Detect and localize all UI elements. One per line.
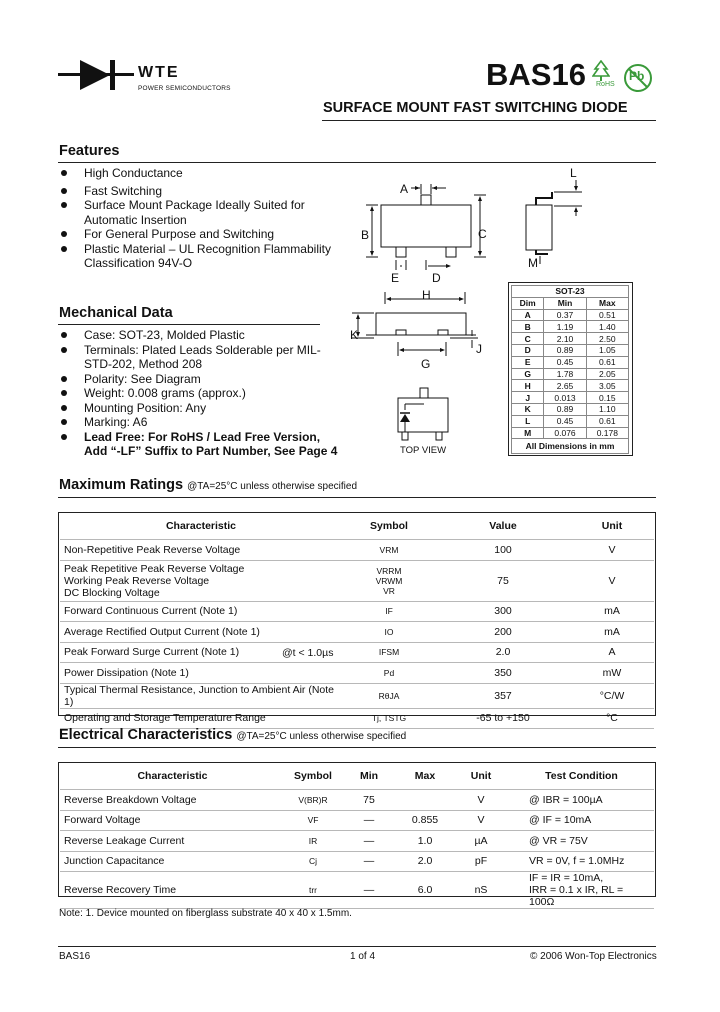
table-row [512, 356, 629, 368]
electrical-header-cell: Test Condition [509, 763, 654, 790]
table-row [60, 642, 654, 663]
mechanical-list [59, 328, 344, 459]
table-row [512, 344, 629, 356]
top-view-label: TOP VIEW [400, 445, 447, 456]
dimensions-cell: D [512, 344, 544, 356]
electrical-max: 6.0 [397, 872, 453, 909]
list-item: Polarity: See Diagram [59, 372, 344, 387]
electrical-table [60, 763, 654, 909]
dimensions-cell: 1.10 [586, 403, 628, 415]
table-row [60, 663, 654, 684]
characteristic-text: Power Dissipation (Note 1) [64, 666, 189, 679]
electrical-unit: nS [453, 872, 509, 909]
dimensions-cell: 0.15 [586, 392, 628, 404]
list-item: Surface Mount Package Ideally Suited for Automatic Insertion [59, 198, 344, 227]
dimensions-cell: 2.65 [544, 380, 586, 392]
table-row [512, 333, 629, 345]
characteristic-text: Peak Forward Surge Current (Note 1) [64, 646, 240, 659]
electrical-symbol: IR [285, 831, 341, 852]
max-ratings-table [60, 513, 654, 729]
table-row [60, 872, 654, 909]
max-ratings-characteristic [60, 683, 342, 708]
max-ratings-value: 300 [436, 601, 570, 622]
max-ratings-value: 100 [436, 540, 570, 561]
max-ratings-value: 75 [436, 560, 570, 601]
dimensions-header-cell: Dim [512, 297, 544, 309]
brand-name: WTE [138, 64, 180, 81]
max-ratings-header-cell: Value [436, 513, 570, 540]
max-ratings-value: 357 [436, 683, 570, 708]
electrical-unit: µA [453, 831, 509, 852]
electrical-min: 75 [341, 790, 397, 811]
max-ratings-symbol: IO [342, 622, 436, 643]
electrical-test-condition: @ VR = 75V [509, 831, 654, 852]
dimensions-cell: 0.178 [586, 427, 628, 439]
mechanical-title: Mechanical Data [59, 305, 173, 321]
list-item: For General Purpose and Switching [59, 227, 344, 242]
electrical-header-cell: Symbol [285, 763, 341, 790]
max-ratings-value: 2.0 [436, 642, 570, 663]
list-item: Weight: 0.008 grams (approx.) [59, 386, 344, 401]
table-row [60, 790, 654, 811]
footer-copyright: © 2006 Won-Top Electronics [530, 951, 657, 962]
electrical-test-condition: VR = 0V, f = 1.0MHz [509, 851, 654, 872]
dimensions-header-cell: Max [586, 297, 628, 309]
electrical-symbol: Cj [285, 851, 341, 872]
dimensions-cell: 0.61 [586, 356, 628, 368]
dimensions-cell: K [512, 403, 544, 415]
part-number: BAS16 [486, 57, 586, 92]
electrical-test-condition: @ IBR = 100µA [509, 790, 654, 811]
electrical-characteristic: Reverse Recovery Time [60, 872, 285, 909]
table-row [512, 368, 629, 380]
dimensions-cell: 0.013 [544, 392, 586, 404]
characteristic-text: Typical Thermal Resistance, Junction to Ambient Air (Note 1) [64, 683, 335, 708]
dimensions-cell: 0.61 [586, 415, 628, 427]
dimensions-table-footer: All Dimensions in mm [512, 439, 629, 454]
lead-free-line-2: Add “-LF” Suffix to Part Number, See Page 4 [84, 444, 338, 458]
table-row [512, 403, 629, 415]
table-row [60, 810, 654, 831]
dimensions-cell: 2.10 [544, 333, 586, 345]
dimensions-cell: 0.45 [544, 415, 586, 427]
electrical-max [397, 790, 453, 811]
dimensions-cell: J [512, 392, 544, 404]
dimensions-cell: 0.076 [544, 427, 586, 439]
dim-label-d: D [432, 271, 441, 285]
characteristic-text: Average Rectified Output Current (Note 1) [64, 625, 260, 638]
table-row [60, 622, 654, 643]
dimensions-cell: 0.37 [544, 309, 586, 321]
dimensions-cell: 2.50 [586, 333, 628, 345]
table-row [512, 415, 629, 427]
max-ratings-unit: mA [570, 601, 654, 622]
dimensions-cell: 0.45 [544, 356, 586, 368]
electrical-test-condition: @ IF = 10mA [509, 810, 654, 831]
header-rule [322, 120, 656, 121]
table-row [60, 831, 654, 852]
dim-label-l: L [570, 166, 577, 180]
package-front-view-diagram [356, 170, 496, 285]
wte-logo-diode-icon [58, 56, 134, 94]
lead-free-line-1: Lead Free: For RoHS / Lead Free Version, [84, 429, 321, 444]
rohs-label: RoHS [596, 81, 615, 88]
dimensions-header-cell: Min [544, 297, 586, 309]
max-ratings-unit: A [570, 642, 654, 663]
table-row [60, 708, 654, 729]
max-ratings-unit: mW [570, 663, 654, 684]
max-ratings-rule [58, 497, 656, 498]
dimensions-cell: M [512, 427, 544, 439]
footer-page-number: 1 of 4 [350, 951, 376, 962]
features-rule [58, 162, 656, 163]
max-ratings-header-cell: Characteristic [60, 513, 342, 540]
table-row [60, 601, 654, 622]
electrical-symbol: VF [285, 810, 341, 831]
list-item: High Conductance [59, 166, 344, 181]
document-subtitle: SURFACE MOUNT FAST SWITCHING DIODE [323, 100, 628, 116]
max-ratings-unit: V [570, 540, 654, 561]
dimensions-cell: L [512, 415, 544, 427]
dimensions-cell: G [512, 368, 544, 380]
max-ratings-symbol: VRM [342, 540, 436, 561]
dimensions-cell: B [512, 321, 544, 333]
top-view-diagram [392, 384, 452, 446]
dim-label-c: C [478, 227, 487, 241]
dimensions-cell: 1.78 [544, 368, 586, 380]
rohs-tree-icon [592, 60, 610, 82]
electrical-title [59, 727, 406, 743]
list-item: Fast Switching [59, 184, 344, 199]
list-item: Terminals: Plated Leads Solderable per MIL-STD-202, Method 208 [59, 343, 344, 372]
electrical-min: — [341, 831, 397, 852]
max-ratings-characteristic [60, 663, 342, 684]
features-list [59, 166, 344, 271]
dimensions-cell: 0.89 [544, 403, 586, 415]
characteristic-text: Non-Repetitive Peak Reverse Voltage [64, 543, 241, 556]
electrical-header-cell: Min [341, 763, 397, 790]
electrical-characteristic: Junction Capacitance [60, 851, 285, 872]
electrical-min: — [341, 872, 397, 909]
max-ratings-characteristic [60, 560, 342, 601]
electrical-max: 2.0 [397, 851, 453, 872]
dim-label-b: B [361, 228, 370, 242]
max-ratings-condition: @TA=25°C unless otherwise specified [187, 481, 358, 492]
electrical-header-cell: Max [397, 763, 453, 790]
electrical-rule [58, 747, 656, 748]
electrical-header-cell: Characteristic [60, 763, 285, 790]
table-row [60, 851, 654, 872]
list-item [59, 430, 344, 459]
max-ratings-symbol: VRRM VRWM VR [342, 560, 436, 601]
dim-label-k: K [350, 328, 359, 342]
electrical-symbol: trr [285, 872, 341, 909]
dim-label-m: M [528, 256, 538, 270]
max-ratings-characteristic [60, 622, 342, 643]
max-ratings-value: -65 to +150 [436, 708, 570, 729]
characteristic-text: Peak Repetitive Peak Reverse Voltage Working Peak Reverse Voltage DC Blocking Voltage [64, 562, 245, 599]
dimensions-table-title: SOT-23 [512, 286, 629, 298]
max-ratings-symbol: IF [342, 601, 436, 622]
max-ratings-characteristic [60, 540, 342, 561]
dimensions-cell: 1.19 [544, 321, 586, 333]
electrical-characteristic: Reverse Leakage Current [60, 831, 285, 852]
dim-label-a: A [400, 182, 409, 196]
max-ratings-unit: °C [570, 708, 654, 729]
electrical-condition: @TA=25°C unless otherwise specified [236, 731, 407, 742]
max-ratings-characteristic [60, 642, 342, 663]
dimensions-cell: 3.05 [586, 380, 628, 392]
max-ratings-header-cell: Unit [570, 513, 654, 540]
characteristic-condition: @t < 1.0µs [282, 646, 334, 659]
max-ratings-value: 200 [436, 622, 570, 643]
mechanical-rule [58, 324, 320, 325]
table-note: Note: 1. Device mounted on fiberglass substrate 40 x 40 x 1.5mm. [59, 908, 352, 919]
table-row [512, 380, 629, 392]
electrical-characteristic: Forward Voltage [60, 810, 285, 831]
dimensions-table [511, 285, 629, 454]
dimensions-cell: 0.51 [586, 309, 628, 321]
electrical-min: — [341, 810, 397, 831]
list-item: Plastic Material – UL Recognition Flammability Classification 94V-O [59, 242, 344, 271]
dimensions-cell: H [512, 380, 544, 392]
table-row [512, 309, 629, 321]
max-ratings-symbol: IFSM [342, 642, 436, 663]
electrical-unit: V [453, 810, 509, 831]
electrical-characteristic: Reverse Breakdown Voltage [60, 790, 285, 811]
table-row [512, 321, 629, 333]
dimensions-cell: 0.89 [544, 344, 586, 356]
max-ratings-characteristic [60, 601, 342, 622]
footer-rule [58, 946, 656, 947]
max-ratings-unit: V [570, 560, 654, 601]
table-row [60, 683, 654, 708]
electrical-min: — [341, 851, 397, 872]
dimensions-cell: C [512, 333, 544, 345]
max-ratings-symbol: Tj, TSTG [342, 708, 436, 729]
table-row [512, 392, 629, 404]
dim-label-g: G [421, 357, 431, 371]
electrical-symbol: V(BR)R [285, 790, 341, 811]
table-row [60, 560, 654, 601]
dim-label-e: E [391, 271, 400, 285]
max-ratings-unit: °C/W [570, 683, 654, 708]
package-footprint-diagram [346, 286, 494, 366]
max-ratings-value: 350 [436, 663, 570, 684]
max-ratings-header-cell: Symbol [342, 513, 436, 540]
electrical-max: 1.0 [397, 831, 453, 852]
pb-label: Pb [629, 69, 645, 83]
dimensions-cell: 1.40 [586, 321, 628, 333]
dimensions-cell: 1.05 [586, 344, 628, 356]
dim-label-h: H [422, 288, 431, 302]
electrical-max: 0.855 [397, 810, 453, 831]
list-item: Mounting Position: Any [59, 401, 344, 416]
table-row [60, 540, 654, 561]
max-ratings-characteristic [60, 708, 342, 729]
electrical-unit: V [453, 790, 509, 811]
electrical-header-cell: Unit [453, 763, 509, 790]
dimensions-cell: 2.05 [586, 368, 628, 380]
electrical-heading: Electrical Characteristics [59, 727, 233, 743]
max-ratings-title [59, 477, 357, 493]
electrical-test-condition: IF = IR = 10mA, IRR = 0.1 x IR, RL = 100Ω [509, 872, 654, 909]
features-title: Features [59, 143, 120, 159]
max-ratings-unit: mA [570, 622, 654, 643]
list-item: Marking: A6 [59, 415, 344, 430]
max-ratings-symbol: RθJA [342, 683, 436, 708]
brand-subtitle: POWER SEMICONDUCTORS [138, 85, 231, 92]
max-ratings-symbol: Pd [342, 663, 436, 684]
dimensions-cell: E [512, 356, 544, 368]
electrical-unit: pF [453, 851, 509, 872]
dim-label-j: J [476, 342, 482, 356]
footer-part-number: BAS16 [59, 951, 91, 962]
characteristic-text: Operating and Storage Temperature Range [64, 712, 266, 725]
characteristic-text: Forward Continuous Current (Note 1) [64, 605, 238, 618]
dimensions-cell: A [512, 309, 544, 321]
max-ratings-heading: Maximum Ratings [59, 477, 184, 493]
table-row [512, 427, 629, 439]
list-item: Case: SOT-23, Molded Plastic [59, 328, 344, 343]
